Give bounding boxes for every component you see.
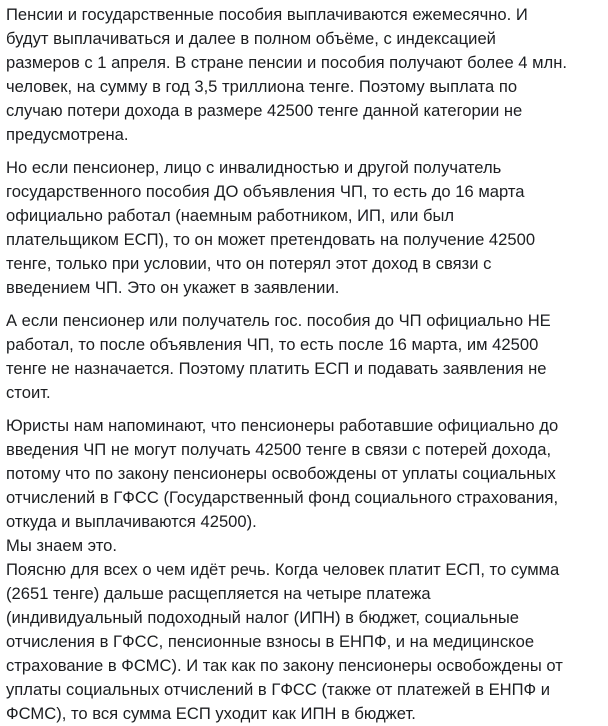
text-line: отчисления в ГФСС, пенсионные взносы в ЕНПФ, и на медицинское bbox=[6, 632, 535, 651]
paragraph-lawyers-remind bbox=[6, 414, 602, 726]
text-line: ФСМС), то вся сумма ЕСП уходит как ИПН в бюджет. bbox=[6, 704, 416, 723]
text-line: Но если пенсионер, лицо с инвалидностью и другой получатель bbox=[6, 158, 502, 177]
text-line: плательщиком ЕСП), то он может претендовать на получение 42500 bbox=[6, 230, 536, 249]
text-line: отчислений в ГФСС (Государственный фонд социального страхования, bbox=[6, 488, 559, 507]
text-line: страхование в ФСМС). И так как по закону пенсионеры освобождены от bbox=[6, 656, 563, 675]
text-line: официально работал (наемным работником, ИП, или был bbox=[6, 206, 455, 225]
paragraph-worked-before-emergency bbox=[6, 156, 602, 300]
paragraph-pensions-paid-monthly bbox=[6, 3, 602, 147]
text-line: откуда и выплачиваются 42500). bbox=[6, 512, 257, 531]
text-line: человек, на сумму в год 3,5 триллиона тенге. Поэтому выплата по bbox=[6, 77, 518, 96]
text-line: тенге, только при условии, что он потерял этот доход в связи с bbox=[6, 254, 492, 273]
text-line: введением ЧП. Это он укажет в заявлении. bbox=[6, 278, 340, 297]
text-line: размеров с 1 апреля. В стране пенсии и пособия получают более 4 млн. bbox=[6, 53, 568, 72]
text-line: будут выплачиваться и далее в полном объёме, с индексацией bbox=[6, 29, 496, 48]
text-line: потому что по закону пенсионеры освобождены от уплаты социальных bbox=[6, 464, 556, 483]
text-line: тенге не назначается. Поэтому платить ЕСП и подавать заявления не bbox=[6, 359, 547, 378]
text-line: работал, то после объявления ЧП, то есть после 16 марта, им 42500 bbox=[6, 335, 539, 354]
text-line: Мы знаем это. bbox=[6, 536, 117, 555]
text-line: уплаты социальных отчислений в ГФСС (также от платежей в ЕНПФ и bbox=[6, 680, 551, 699]
text-line: Юристы нам напоминают, что пенсионеры работавшие официально до bbox=[6, 416, 559, 435]
text-line: А если пенсионер или получатель гос. пособия до ЧП официально НЕ bbox=[6, 311, 551, 330]
text-line: введения ЧП не могут получать 42500 тенге в связи с потерей дохода, bbox=[6, 440, 552, 459]
paragraph-not-worked bbox=[6, 309, 602, 405]
text-line: (2651 тенге) дальше расщепляется на четыре платежа bbox=[6, 584, 431, 603]
text-line: стоит. bbox=[6, 383, 51, 402]
text-line: предусмотрена. bbox=[6, 125, 129, 144]
text-line: государственного пособия ДО объявления ЧП, то есть до 16 марта bbox=[6, 182, 525, 201]
text-line: Пенсии и государственные пособия выплачиваются ежемесячно. И bbox=[6, 5, 528, 24]
text-line: Поясню для всех о чем идёт речь. Когда человек платит ЕСП, то сумма bbox=[6, 560, 560, 579]
text-line: случаю потери дохода в размере 42500 тенге данной категории не bbox=[6, 101, 523, 120]
text-line: (индивидуальный подоходный налог (ИПН) в бюджет, социальные bbox=[6, 608, 519, 627]
